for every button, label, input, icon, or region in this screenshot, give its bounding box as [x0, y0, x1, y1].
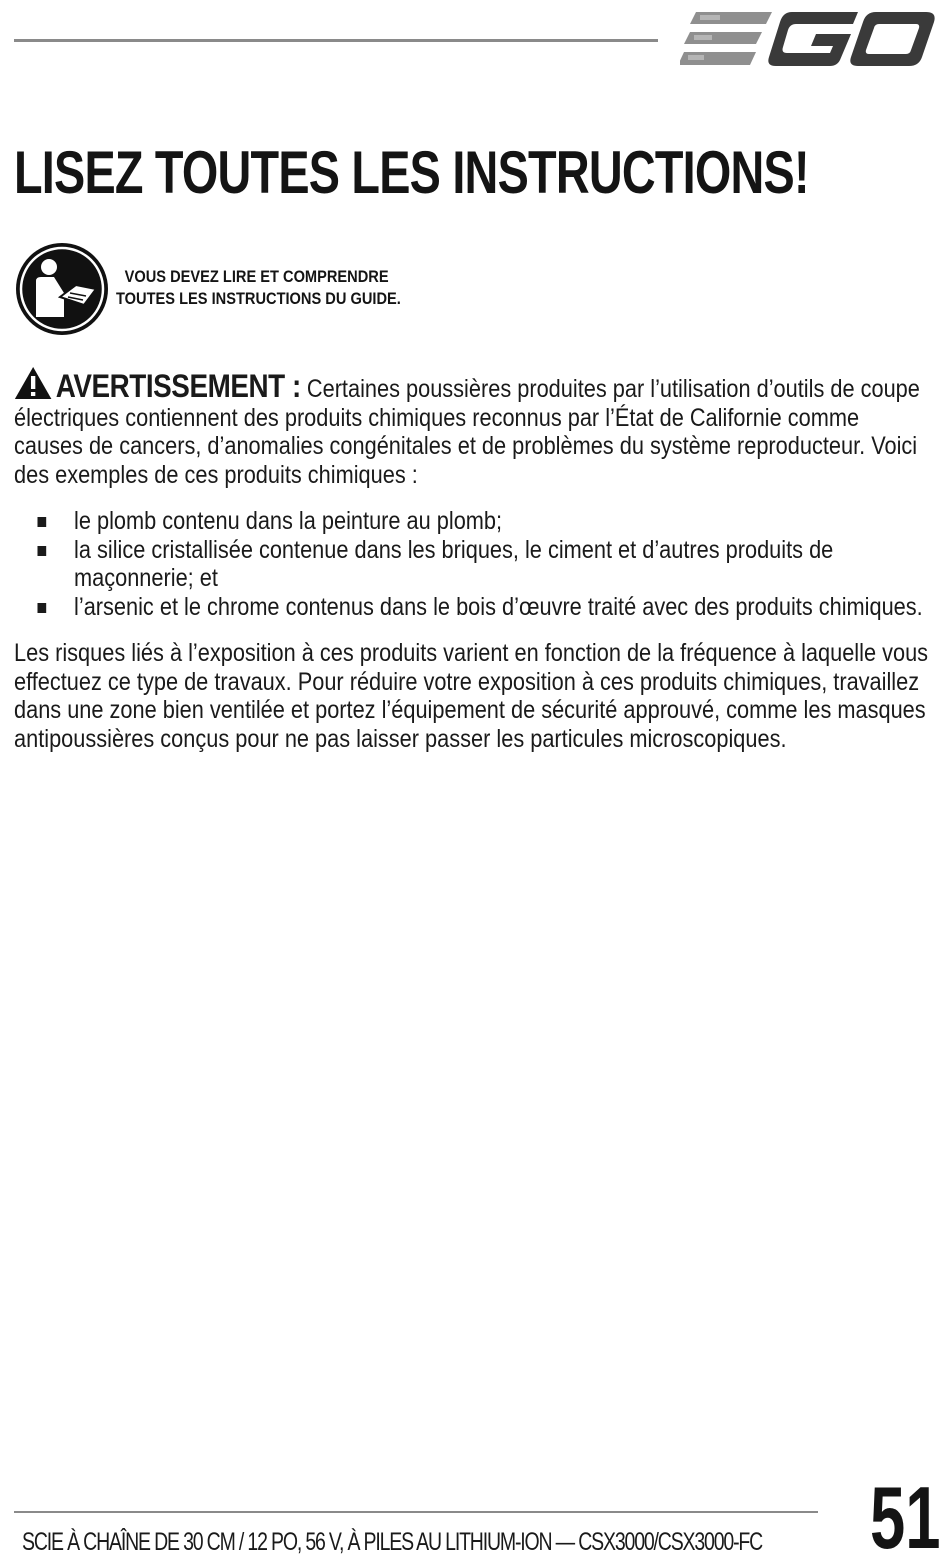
- list-item: [14, 507, 932, 536]
- list-item: [14, 593, 932, 622]
- read-manual-icon: [14, 241, 110, 337]
- list-item-text: la silice cristallisée contenue dans les briques, le ciment et d’autres produits de maçonnerie; et: [74, 535, 834, 592]
- footer-rule: [14, 1511, 818, 1513]
- bullet-icon: [37, 603, 46, 613]
- manual-notice-line-2: TOUTES LES INSTRUCTIONS DU GUIDE.: [116, 289, 401, 308]
- list-item-text: l’arsenic et le chrome contenus dans le bois d’œuvre traité avec des produits chimiques.: [74, 592, 923, 621]
- warning-text: Certaines poussières produites par l’utilisation d’outils de coupe électriques contiennent des produits chimiques reconnus par l’État de Californie comme causes de cancers, d’anomalies congénitales et de problèmes du système reproducteur. Voici des exemples de ces produits chimiques :: [14, 375, 920, 489]
- list-item: [14, 536, 932, 593]
- warning-label: AVERTISSEMENT :: [55, 368, 301, 404]
- manual-notice: [116, 266, 401, 310]
- ego-logo: [680, 10, 936, 70]
- footer-product-line: SCIE À CHAÎNE DE 30 CM / 12 PO, 56 V, À PILES AU LITHIUM-ION — CSX3000/CSX3000-FC: [22, 1528, 763, 1556]
- bullet-icon: [37, 546, 46, 556]
- warning-intro: [14, 366, 932, 489]
- bullet-icon: [37, 517, 46, 527]
- exposure-paragraph: Les risques liés à l’exposition à ces produits varient en fonction de la fréquence à laquelle vous effectuez ce type de travaux. Pour réduire votre exposition à ces produits chimiques, travaillez dans une zone bien ventilée et portez l’équipement de sécurité approuvé, comme les masques antipoussières conçus pour ne pas laisser passer les particules microscopiques.: [14, 639, 929, 753]
- header-rule: [14, 39, 658, 42]
- warning-section: [14, 366, 932, 753]
- list-item-text: le plomb contenu dans la peinture au plomb;: [74, 507, 503, 535]
- warning-triangle-icon: [14, 366, 52, 400]
- manual-notice-line-1: VOUS DEVEZ LIRE ET COMPRENDRE: [124, 267, 389, 286]
- page-number: 51: [870, 1468, 941, 1567]
- hazard-list: [14, 507, 932, 621]
- page-title: LISEZ TOUTES LES INSTRUCTIONS!: [14, 139, 809, 206]
